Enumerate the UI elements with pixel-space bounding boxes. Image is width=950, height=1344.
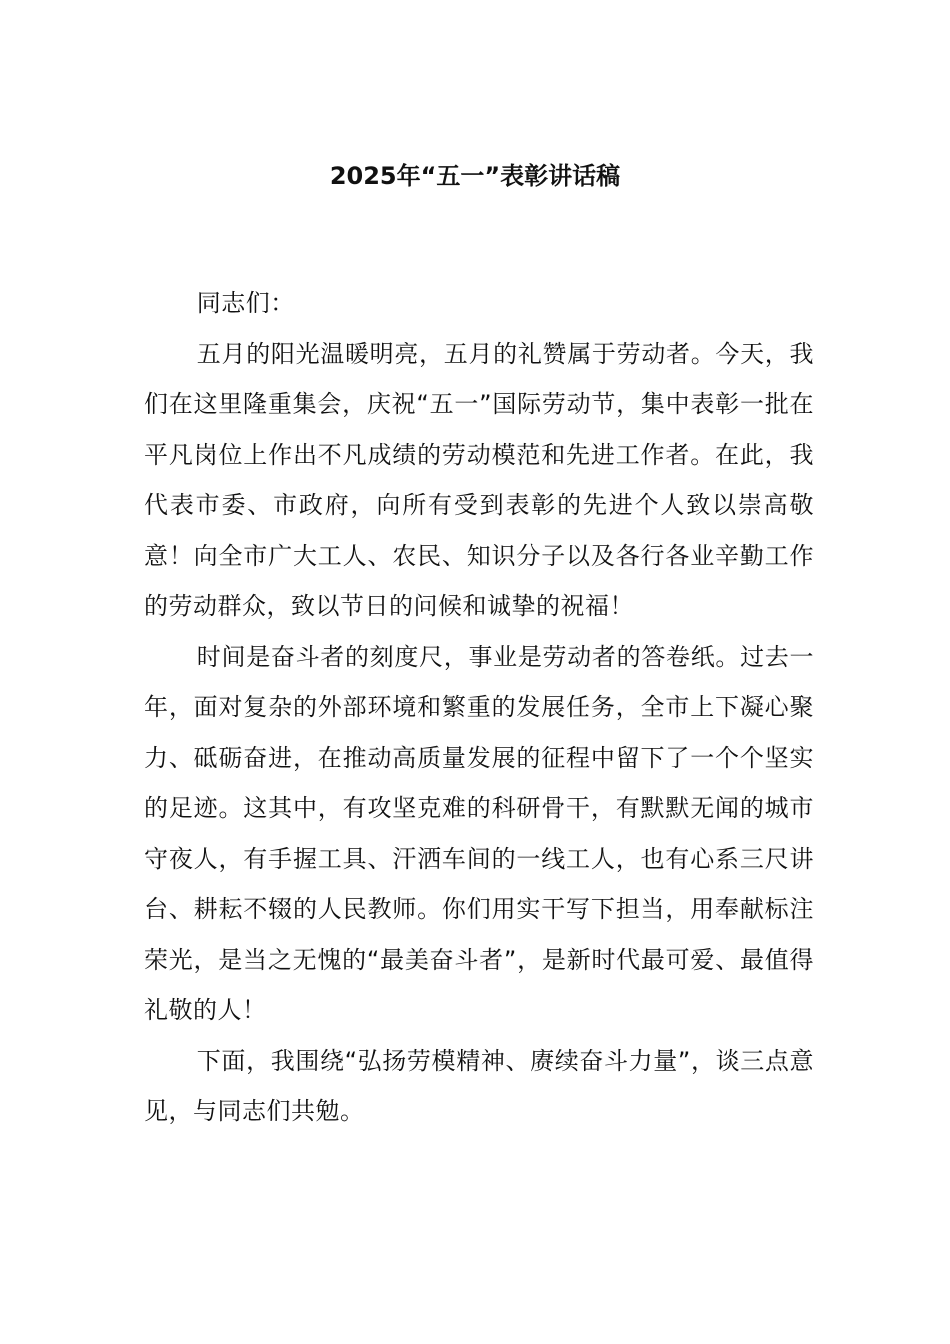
- paragraph-opening: 五月的阳光温暖明亮，五月的礼赞属于劳动者。今天，我们在这里隆重集会，庆祝“五一”国际劳动节，集中表彰一批在平凡岗位上作出不凡成绩的劳动模范和先进工作者。在此，我代表市委、市政府，向所有受到表彰的先进个人致以崇高敬意！向全市广大工人、农民、知识分子以及各行各业辛勤工作的劳动群众，致以节日的问候和诚挚的祝福！: [144, 339, 814, 620]
- paragraph-outline: 下面，我围绕“弘扬劳模精神、赓续奋斗力量”，谈三点意见，与同志们共勉。: [144, 1046, 814, 1125]
- greeting: 同志们：: [196, 289, 295, 317]
- document-body: [144, 278, 814, 1137]
- paragraph-achievements: 时间是奋斗者的刻度尺，事业是劳动者的答卷纸。过去一年，面对复杂的外部环境和繁重的发展任务，全市上下凝心聚力、砥砺奋进，在推动高质量发展的征程中留下了一个个坚实的足迹。这其中，有攻坚克难的科研骨干，有默默无闻的城市守夜人，有手握工具、汗洒车间的一线工人，也有心系三尺讲台、耕耘不辍的人民教师。你们用实干写下担当，用奉献标注荣光，是当之无愧的“最美奋斗者”，是新时代最可爱、最值得礼敬的人！: [144, 642, 814, 1024]
- document-title: 2025年“五一”表彰讲话稿: [329, 162, 621, 190]
